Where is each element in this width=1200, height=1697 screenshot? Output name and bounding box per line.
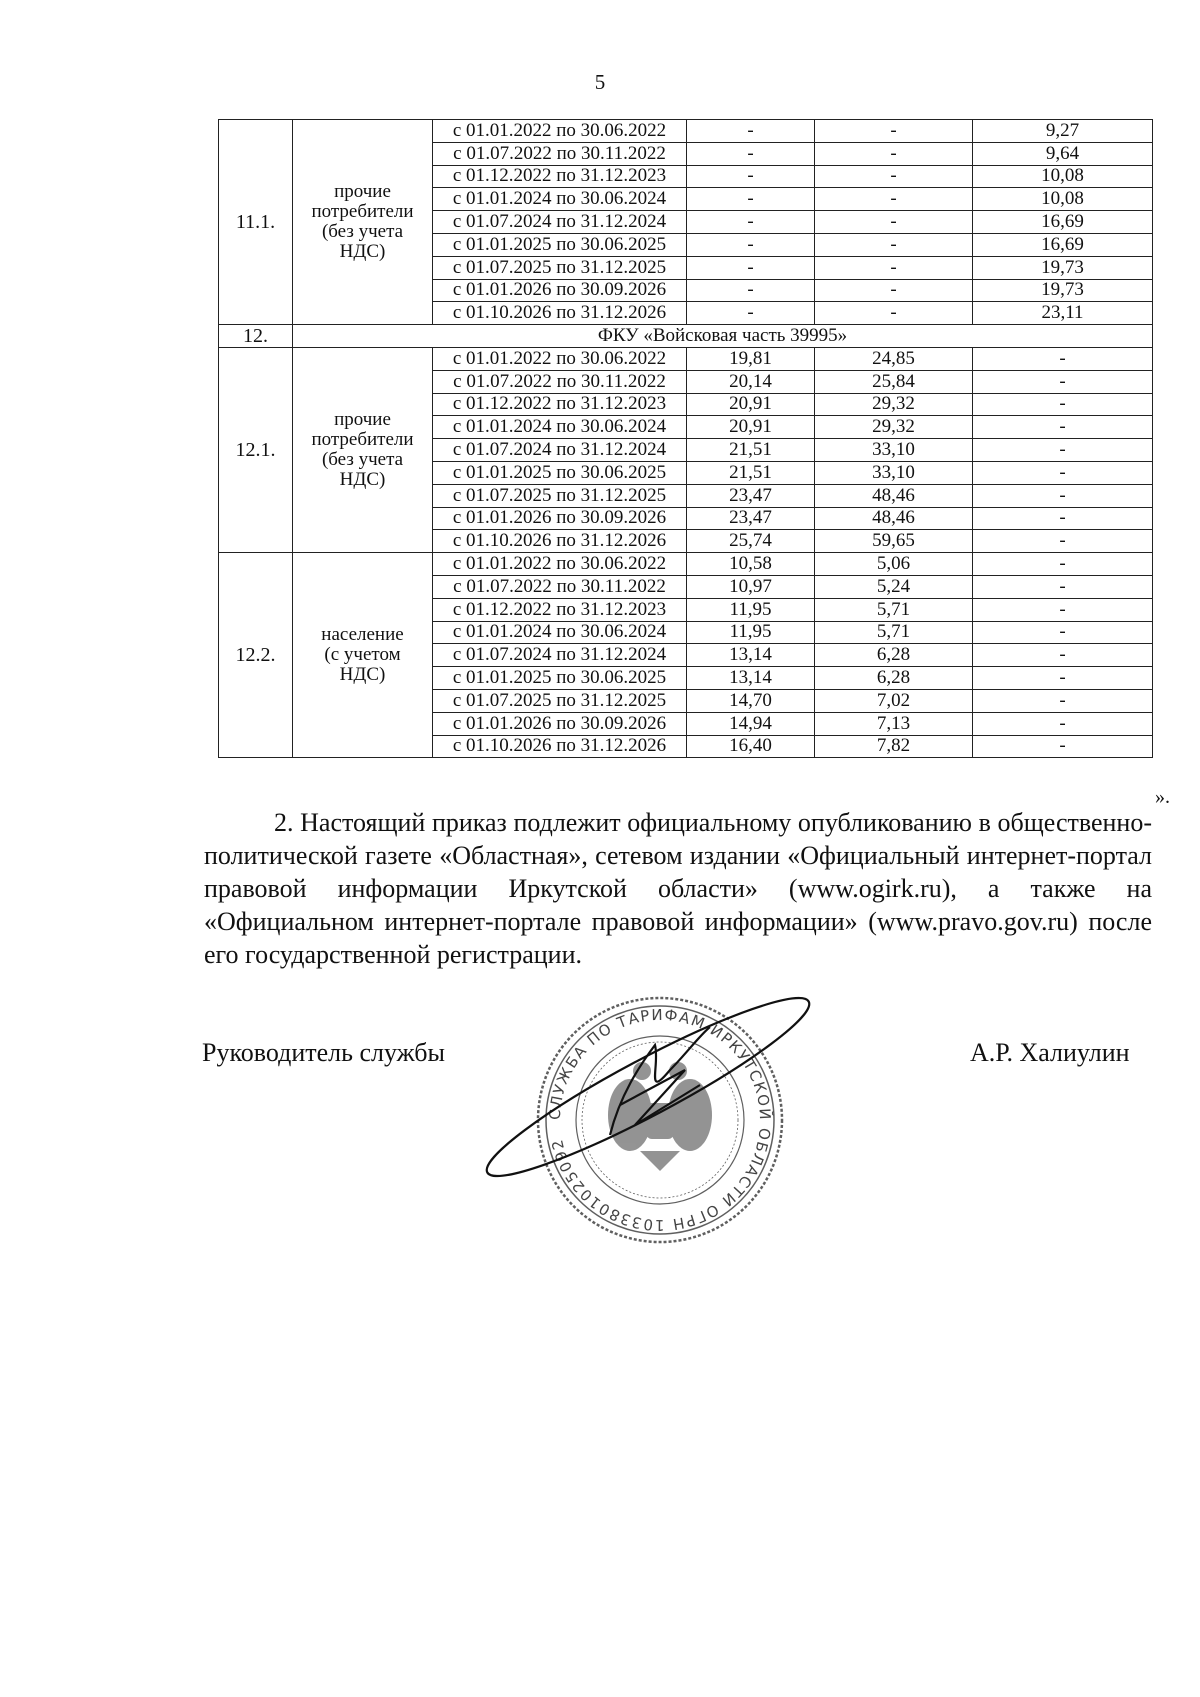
consumer-group-label-line: НДС) xyxy=(339,664,386,686)
consumer-group-label-line: (без учета xyxy=(321,449,404,471)
value-cell-3: 9,27 xyxy=(973,120,1153,143)
value-cell-3: - xyxy=(973,416,1153,439)
value-cell-3: - xyxy=(973,621,1153,644)
consumer-group-label-line: (без учета xyxy=(321,221,404,243)
value-cell-1: - xyxy=(687,165,815,188)
period-cell: с 01.07.2025 по 31.12.2025 xyxy=(433,484,687,507)
value-cell-2: - xyxy=(815,165,973,188)
period-cell: с 01.07.2025 по 31.12.2025 xyxy=(433,689,687,712)
value-cell-1: 14,70 xyxy=(687,689,815,712)
tariff-table-body xyxy=(219,120,1153,758)
value-cell-2: 33,10 xyxy=(815,461,973,484)
value-cell-2: - xyxy=(815,279,973,302)
value-cell-3: - xyxy=(973,507,1153,530)
value-cell-3: - xyxy=(973,598,1153,621)
value-cell-3: - xyxy=(973,439,1153,462)
value-cell-3: 16,69 xyxy=(973,233,1153,256)
value-cell-1: - xyxy=(687,188,815,211)
consumer-group-label xyxy=(293,553,433,758)
period-cell: с 01.07.2024 по 31.12.2024 xyxy=(433,644,687,667)
consumer-group-label xyxy=(293,120,433,325)
consumer-group-label-line: население xyxy=(321,624,404,646)
consumer-group-label-line: НДС) xyxy=(339,469,386,491)
consumer-group-label-line: прочие xyxy=(334,181,391,203)
value-cell-2: 48,46 xyxy=(815,484,973,507)
value-cell-2: 29,32 xyxy=(815,393,973,416)
value-cell-3: - xyxy=(973,689,1153,712)
section-number: 11.1. xyxy=(219,120,293,325)
period-cell: с 01.07.2024 по 31.12.2024 xyxy=(433,211,687,234)
period-cell: с 01.10.2026 по 31.12.2026 xyxy=(433,735,687,758)
period-cell: с 01.07.2025 по 31.12.2025 xyxy=(433,256,687,279)
period-cell: с 01.01.2022 по 30.06.2022 xyxy=(433,553,687,576)
period-cell: с 01.01.2024 по 30.06.2024 xyxy=(433,416,687,439)
value-cell-2: 7,82 xyxy=(815,735,973,758)
value-cell-3: - xyxy=(973,712,1153,735)
period-cell: с 01.12.2022 по 31.12.2023 xyxy=(433,165,687,188)
period-cell: с 01.10.2026 по 31.12.2026 xyxy=(433,530,687,553)
tariff-table xyxy=(218,119,1153,758)
value-cell-1: 11,95 xyxy=(687,621,815,644)
value-cell-3: - xyxy=(973,553,1153,576)
period-cell: с 01.01.2026 по 30.09.2026 xyxy=(433,712,687,735)
period-cell: с 01.01.2022 по 30.06.2022 xyxy=(433,120,687,143)
consumer-group-label-line: потребители xyxy=(311,429,414,451)
official-stamp xyxy=(470,975,830,1245)
value-cell-3: 16,69 xyxy=(973,211,1153,234)
org-title: ФКУ «Войсковая часть 39995» xyxy=(293,325,1153,348)
value-cell-1: 11,95 xyxy=(687,598,815,621)
stamp-ring-text: СЛУЖБА ПО ТАРИФАМ ИРКУТСКОЙ ОБЛАСТИ ОГРН 1033801025092 xyxy=(545,1005,775,1235)
value-cell-1: 16,40 xyxy=(687,735,815,758)
page-number: 5 xyxy=(594,70,606,94)
value-cell-1: - xyxy=(687,120,815,143)
section-number: 12.1. xyxy=(219,347,293,552)
value-cell-1: - xyxy=(687,302,815,325)
value-cell-2: - xyxy=(815,142,973,165)
value-cell-1: - xyxy=(687,279,815,302)
signature-title: Руководитель службы xyxy=(202,1038,445,1067)
period-cell: с 01.12.2022 по 31.12.2023 xyxy=(433,393,687,416)
period-cell: с 01.10.2026 по 31.12.2026 xyxy=(433,302,687,325)
value-cell-2: 5,06 xyxy=(815,553,973,576)
value-cell-1: 13,14 xyxy=(687,667,815,690)
value-cell-1: 25,74 xyxy=(687,530,815,553)
value-cell-3: 10,08 xyxy=(973,165,1153,188)
value-cell-1: 20,91 xyxy=(687,416,815,439)
period-cell: с 01.07.2022 по 30.11.2022 xyxy=(433,370,687,393)
consumer-group-label-line: НДС) xyxy=(339,241,386,263)
period-cell: с 01.01.2024 по 30.06.2024 xyxy=(433,188,687,211)
period-cell: с 01.07.2022 по 30.11.2022 xyxy=(433,142,687,165)
value-cell-2: 25,84 xyxy=(815,370,973,393)
value-cell-3: - xyxy=(973,461,1153,484)
value-cell-3: - xyxy=(973,347,1153,370)
value-cell-2: 7,13 xyxy=(815,712,973,735)
value-cell-3: - xyxy=(973,370,1153,393)
value-cell-3: - xyxy=(973,735,1153,758)
value-cell-1: - xyxy=(687,233,815,256)
closing-quote: ». xyxy=(1155,786,1170,808)
value-cell-2: 48,46 xyxy=(815,507,973,530)
value-cell-3: - xyxy=(973,393,1153,416)
period-cell: с 01.07.2024 по 31.12.2024 xyxy=(433,439,687,462)
consumer-group-label xyxy=(293,347,433,552)
period-cell: с 01.01.2026 по 30.09.2026 xyxy=(433,507,687,530)
value-cell-3: - xyxy=(973,644,1153,667)
value-cell-2: 59,65 xyxy=(815,530,973,553)
value-cell-2: - xyxy=(815,211,973,234)
consumer-group-label-line: потребители xyxy=(311,201,414,223)
period-cell: с 01.12.2022 по 31.12.2023 xyxy=(433,598,687,621)
value-cell-2: - xyxy=(815,256,973,279)
value-cell-1: 21,51 xyxy=(687,461,815,484)
value-cell-2: 5,24 xyxy=(815,575,973,598)
value-cell-2: - xyxy=(815,302,973,325)
value-cell-1: - xyxy=(687,256,815,279)
value-cell-2: 29,32 xyxy=(815,416,973,439)
value-cell-3: 9,64 xyxy=(973,142,1153,165)
period-cell: с 01.01.2025 по 30.06.2025 xyxy=(433,667,687,690)
period-cell: с 01.07.2022 по 30.11.2022 xyxy=(433,575,687,598)
value-cell-2: 7,02 xyxy=(815,689,973,712)
value-cell-2: - xyxy=(815,188,973,211)
paragraph-publication: 2. Настоящий приказ подлежит официальному опубликованию в общественно-политической газете «Областная», сетевом издании «Официальный интернет-портал правовой информации Иркутской области» (www.ogirk.ru), а также на «Официальном интернет-портале правовой информации» (www.pravo.gov.ru) после его государственной регистрации. xyxy=(204,808,1152,969)
value-cell-1: 21,51 xyxy=(687,439,815,462)
value-cell-3: - xyxy=(973,575,1153,598)
value-cell-1: 20,14 xyxy=(687,370,815,393)
value-cell-2: 33,10 xyxy=(815,439,973,462)
value-cell-3: - xyxy=(973,667,1153,690)
coat-of-arms-icon xyxy=(608,1062,712,1171)
value-cell-1: - xyxy=(687,142,815,165)
section-number: 12.2. xyxy=(219,553,293,758)
value-cell-1: 23,47 xyxy=(687,507,815,530)
table-row xyxy=(219,553,1153,576)
consumer-group-label-line: (с учетом xyxy=(324,644,401,666)
section-number: 12. xyxy=(219,325,293,348)
period-cell: с 01.01.2026 по 30.09.2026 xyxy=(433,279,687,302)
value-cell-1: 20,91 xyxy=(687,393,815,416)
org-row xyxy=(219,325,1153,348)
value-cell-2: 5,71 xyxy=(815,621,973,644)
value-cell-1: 19,81 xyxy=(687,347,815,370)
signature-name: А.Р. Халиулин xyxy=(970,1038,1130,1067)
value-cell-2: - xyxy=(815,233,973,256)
period-cell: с 01.01.2025 по 30.06.2025 xyxy=(433,233,687,256)
value-cell-2: 6,28 xyxy=(815,667,973,690)
value-cell-1: - xyxy=(687,211,815,234)
value-cell-3: - xyxy=(973,530,1153,553)
value-cell-3: 19,73 xyxy=(973,256,1153,279)
value-cell-2: 5,71 xyxy=(815,598,973,621)
value-cell-1: 23,47 xyxy=(687,484,815,507)
table-row xyxy=(219,347,1153,370)
value-cell-3: - xyxy=(973,484,1153,507)
period-cell: с 01.01.2022 по 30.06.2022 xyxy=(433,347,687,370)
value-cell-1: 13,14 xyxy=(687,644,815,667)
period-cell: с 01.01.2025 по 30.06.2025 xyxy=(433,461,687,484)
value-cell-3: 23,11 xyxy=(973,302,1153,325)
value-cell-3: 10,08 xyxy=(973,188,1153,211)
value-cell-2: 24,85 xyxy=(815,347,973,370)
value-cell-3: 19,73 xyxy=(973,279,1153,302)
table-row xyxy=(219,120,1153,143)
value-cell-1: 14,94 xyxy=(687,712,815,735)
period-cell: с 01.01.2024 по 30.06.2024 xyxy=(433,621,687,644)
value-cell-2: - xyxy=(815,120,973,143)
value-cell-1: 10,58 xyxy=(687,553,815,576)
value-cell-2: 6,28 xyxy=(815,644,973,667)
value-cell-1: 10,97 xyxy=(687,575,815,598)
consumer-group-label-line: прочие xyxy=(334,409,391,431)
